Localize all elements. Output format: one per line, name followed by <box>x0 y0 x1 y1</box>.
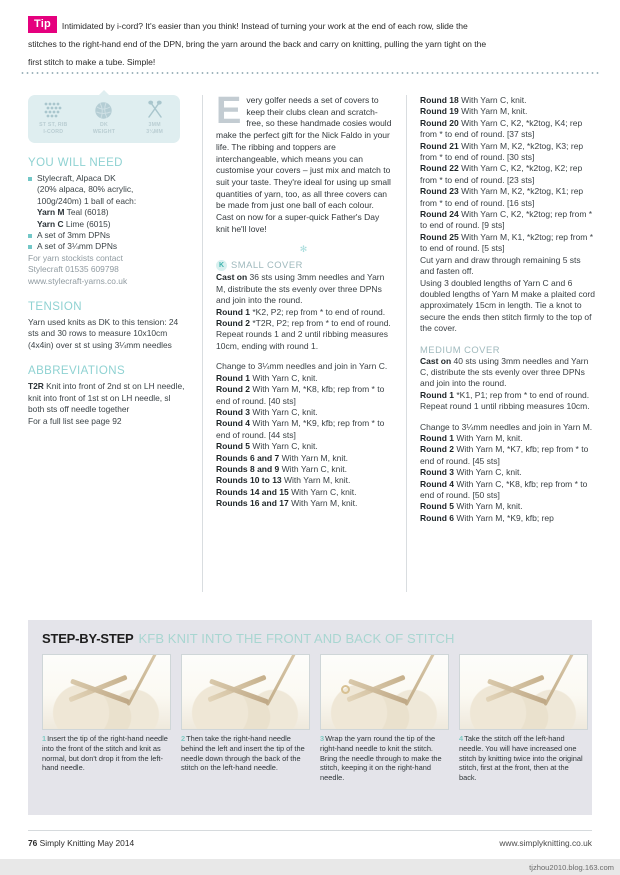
yarn-m-label: Yarn M <box>37 207 65 218</box>
medium-cover-heading: MEDIUM COVER <box>420 343 500 355</box>
tension-heading: TENSION <box>28 301 82 314</box>
list-item <box>28 173 188 184</box>
small-cover-continued <box>420 95 596 344</box>
step-by-step-title <box>28 620 592 648</box>
pattern-line: Round 21 With Yarn M, K2, *k2tog, K3; rep from * to end of round. [30 sts] <box>420 140 584 163</box>
material-yarn-label: Stylecraft, Alpaca DK <box>37 173 116 183</box>
spacer <box>216 352 392 361</box>
pattern-line: Round 2 With Yarn M, *K8, kfb; rep from * to end of round. [40 sts] <box>216 384 385 406</box>
pattern-line: Round 1 *K2, P2; rep from * to end of round. <box>216 306 386 317</box>
pattern-line: Round 1 With Yarn C, knit. <box>216 372 318 383</box>
small-cover-instructions <box>216 272 392 509</box>
step-cell-4 <box>459 654 588 783</box>
pattern-line: Rounds 8 and 9 With Yarn C, knit. <box>216 463 348 474</box>
small-cover-header <box>216 259 392 271</box>
pattern-line: Cast on 36 sts using 3mm needles and Yarn M, distribute the sts evenly over three DPNs and join into the round. <box>216 272 385 306</box>
dpn-needles-icon <box>132 99 178 121</box>
abbreviations-body <box>28 381 188 427</box>
abbreviations-heading: ABBREVIATIONS <box>28 365 126 378</box>
knitting-needle <box>209 679 269 705</box>
badge-weight-line2: WEIGHT <box>92 129 116 136</box>
step-photo-4 <box>459 654 588 730</box>
step-caption-1 <box>42 734 171 773</box>
yarn-strand <box>127 654 159 706</box>
pattern-line: Repeat round 1 until ribbing measures 10cm. <box>420 401 590 412</box>
small-cover-heading: SMALL COVER <box>231 259 303 271</box>
step-caption-2 <box>181 734 310 773</box>
pattern-line: Round 18 With Yarn C, knit. <box>420 95 527 105</box>
page-number: 76 <box>28 838 38 848</box>
dotted-divider <box>20 72 600 74</box>
badge-stitch-line2: I-CORD <box>43 129 64 136</box>
pattern-line: Round 19 With Yarn M, knit. <box>420 106 528 117</box>
step-number: 2 <box>181 734 186 743</box>
yarn-strand <box>544 654 576 706</box>
intro-paragraph <box>216 90 392 235</box>
step-photo-1 <box>42 654 171 730</box>
tip-badge: Tip <box>28 16 57 33</box>
yarn-c-label: Yarn C <box>37 218 64 229</box>
pattern-line: Round 1 *K1, P1; rep from * to end of round. <box>420 389 590 400</box>
badge-stitch <box>30 99 76 136</box>
issue-label: Simply Knitting May 2014 <box>39 838 135 848</box>
pattern-line: Rounds 14 and 15 With Yarn C, knit. <box>216 486 357 497</box>
stockists-website[interactable]: www.stylecraft-yarns.co.uk <box>28 275 128 286</box>
tip-block <box>28 16 498 70</box>
pattern-line: Round 6 With Yarn M, *K9, kfb; rep <box>420 512 554 523</box>
pattern-line: Using 3 doubled lengths of Yarn C and 6 doubled lengths of Yarn M make a plaited cord approximately 15cm in length. Tie a knot to secure the ends then stitch firmly to the top of the cover. <box>420 277 595 334</box>
step-number: 3 <box>320 734 325 743</box>
drop-cap: E <box>216 90 242 132</box>
watermark-band <box>0 859 620 875</box>
badge-needles <box>132 99 178 136</box>
pattern-line: Rounds 6 and 7 With Yarn M, knit. <box>216 452 348 463</box>
pattern-line: Rounds 16 and 17 With Yarn M, knit. <box>216 498 358 509</box>
intro-text: very golfer needs a set of covers to keep their clubs clean and scratch-free, so these handmade cosies would make the perfect gift for the Nick Faldo in your life. The ribbing and toppers are interchangeable, which means you can customise your covers – just mix and match to suit your taste. They're ideal for using up small quantities of yarn, too, as all three covers can be made from just one ball of each colour. Cast on now for a super-quick Father's Day knit he'll love! <box>216 95 392 234</box>
knitting-needle <box>487 679 547 705</box>
step-photo-2 <box>181 654 310 730</box>
knitting-needle <box>70 679 130 705</box>
pattern-line: Round 20 With Yarn C, K2, *k2tog, K4; rep from * to end of round. [37 sts] <box>420 117 583 140</box>
pattern-line: Round 4 With Yarn M, *K9, kfb; rep from * to end of round. [44 sts] <box>216 418 385 440</box>
step-caption-4 <box>459 734 588 783</box>
pattern-line: Round 23 With Yarn M, K2, *k2tog, K1; rep from * to end of round. [16 sts] <box>420 186 584 208</box>
yarn-strand <box>266 654 298 706</box>
list-item <box>28 241 188 252</box>
pattern-info-badges <box>28 95 180 143</box>
pattern-line: Round 5 With Yarn C, knit. <box>216 441 318 452</box>
pattern-line: Cut yarn and draw through remaining 5 sts and fasten off. <box>420 254 581 277</box>
pattern-line: Round 25 With Yarn M, K1, *k2tog; rep from * to end of round. [5 sts] <box>420 231 594 254</box>
pattern-line: Round 22 With Yarn C, K2, *k2tog, K2; rep from * to end of round. [23 sts] <box>420 163 583 185</box>
pattern-line: Round 4 With Yarn C, *K8, kfb; rep from * to end of round. [50 sts] <box>420 478 588 500</box>
pattern-line: Round 3 With Yarn C, knit. <box>420 467 522 478</box>
column-right <box>420 95 596 524</box>
step-caption-3 <box>320 734 449 783</box>
pattern-line: Rounds 10 to 13 With Yarn M, knit. <box>216 475 351 486</box>
step-cell-3 <box>320 654 449 783</box>
badge-needles-line2: 3¼MM <box>146 129 164 136</box>
medium-cover-instructions <box>420 356 596 525</box>
step-photo-3 <box>320 654 449 730</box>
tip-text: Intimidated by i-cord? It's easier than you think! Instead of turning your work at the end of each row, slide the stitches to the right-hand end of the DPN, bring the yarn around the back and carry on knitting, pulling the yarn tight on the first stitch to make a tube. Simple! <box>28 21 487 67</box>
stockists-line-1: For yarn stockists contact <box>28 252 123 263</box>
badge-stitch-line1: ST ST, RIB <box>39 122 68 128</box>
abbreviations-footnote: For a full list see page 92 <box>28 415 122 426</box>
spacer <box>420 335 596 344</box>
step-number: 1 <box>42 734 47 743</box>
you-will-need-body <box>28 173 188 287</box>
pattern-line: Round 1 With Yarn M, knit. <box>420 432 523 443</box>
yarn-loop-icon <box>341 685 350 694</box>
badge-needles-line1: 3MM <box>148 122 161 128</box>
yarn-c-value: Lime (6015) <box>65 218 111 229</box>
needle-3mm-label: A set of 3mm DPNs <box>37 230 111 241</box>
pattern-line: Round 3 With Yarn C, knit. <box>216 406 318 417</box>
pattern-line: Cast on 40 sts using 3mm needles and Yarn C, distribute the sts evenly over three DPNs and join into the round. <box>420 355 589 389</box>
needle-325mm-label: A set of 3¼mm DPNs <box>37 241 118 252</box>
ornament-icon: ✻ <box>299 244 309 255</box>
footer-left <box>28 838 134 848</box>
you-will-need-heading: YOU WILL NEED <box>28 157 123 169</box>
step-number: 4 <box>459 734 464 743</box>
step-text: Wrap the yarn round the tip of the right-hand needle to knit the stitch. Bring the needle through to make the stitch, keeping it on the right-hand needle. <box>320 734 442 783</box>
column-divider-2 <box>406 95 407 592</box>
step-text: Insert the tip of the right-hand needle into the front of the stitch and knit as normal, but don't drop it from the left-hand needle. <box>42 734 168 773</box>
yarn-m-row <box>28 207 188 218</box>
footer-website[interactable]: www.simplyknitting.co.uk <box>499 838 592 848</box>
step-text: Take the stitch off the left-hand needle. You will have increased one stitch by knitting twice into the original stitch, first at the front, then at the back. <box>459 734 583 783</box>
step-by-step-grid <box>28 648 592 783</box>
pattern-line: Round 5 With Yarn M, knit. <box>420 501 523 512</box>
step-cell-2 <box>181 654 310 783</box>
yarn-strand <box>405 654 437 706</box>
step-text: Then take the right-hand needle behind the left and insert the tip of the needle down through the back of the stitch on the left-hand needle. <box>181 734 305 773</box>
knit-marker-icon: K <box>216 260 227 271</box>
stockists-line-2: Stylecraft 01535 609798 <box>28 264 119 275</box>
badge-weight-line1: DK <box>99 122 108 128</box>
pattern-line: Change to 3¼mm needles and join in Yarn M. <box>420 421 593 432</box>
pattern-line: Repeat rounds 1 and 2 until ribbing measures 10cm, ending with round 1. <box>216 329 388 351</box>
column-divider-1 <box>202 95 203 592</box>
step-by-step-label: STEP-BY-STEP <box>42 631 134 646</box>
pattern-line: Round 2 With Yarn M, *K7, kfb; rep from * to end of round. [45 sts] <box>420 444 589 466</box>
yarn-m-value: Teal (6018) <box>66 207 109 218</box>
column-middle <box>216 90 392 510</box>
column-left <box>28 95 188 427</box>
pattern-line: Round 2 *T2R, P2; rep from * to end of round. <box>216 318 391 329</box>
badge-weight <box>81 99 127 136</box>
needles-list <box>28 230 188 253</box>
yarn-c-row <box>28 219 188 230</box>
stitch-swatch-icon <box>30 99 76 121</box>
abbreviation-term: T2R <box>28 381 44 392</box>
step-by-step-panel <box>28 620 592 815</box>
content-columns <box>28 90 595 595</box>
watermark-text: tjzhou2010.blog.163.com <box>529 863 614 872</box>
footer-divider <box>28 830 592 831</box>
abbreviation-definition: Knit into front of 2nd st on LH needle, knit into front of 1st st on LH needle, sl both sts off needle together <box>28 381 185 415</box>
tension-body: Yarn used knits as DK to this tension: 24 sts and 30 rows to measure 10x10cm (4x4in) over st st using 3¼mm needles <box>28 317 179 350</box>
yarn-detail-1: (20% alpaca, 80% acrylic, <box>37 184 134 195</box>
knitting-needle <box>348 679 408 705</box>
list-item <box>28 230 188 241</box>
step-by-step-subtitle: KFB KNIT INTO THE FRONT AND BACK OF STITCH <box>138 631 455 646</box>
step-cell-1 <box>42 654 171 783</box>
materials-list <box>28 173 188 184</box>
yarn-detail-2: 100g/240m) 1 ball of each: <box>37 195 137 206</box>
pattern-line: Change to 3¼mm needles and join in Yarn C. <box>216 361 388 372</box>
spacer <box>420 413 596 422</box>
yarn-ball-icon <box>81 99 127 121</box>
pattern-line: Round 24 With Yarn C, K2, *k2tog; rep from * to end of round. [9 sts] <box>420 209 593 231</box>
